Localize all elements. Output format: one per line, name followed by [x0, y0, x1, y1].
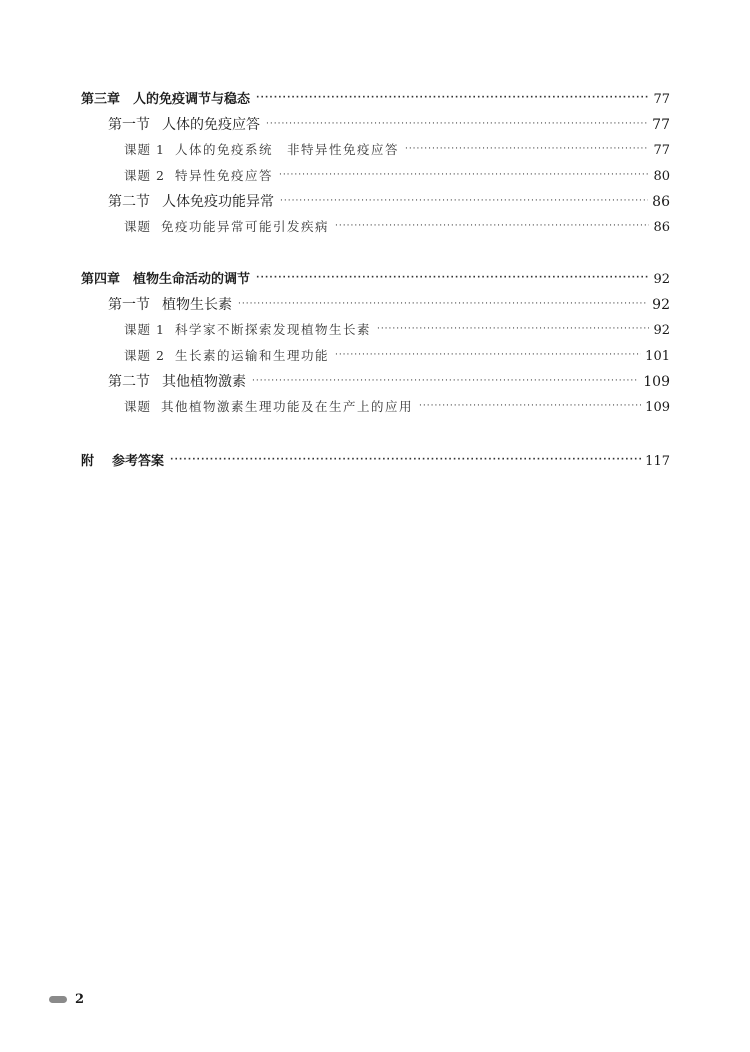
- section-heading: [108, 114, 260, 134]
- section-heading: [108, 191, 274, 211]
- dot-leader: [377, 324, 650, 334]
- section-title: 人体免疫功能异常: [162, 194, 274, 210]
- page-number: 92: [653, 272, 670, 287]
- dot-leader: [279, 170, 650, 180]
- dot-leader: [280, 196, 648, 206]
- page-number: 109: [645, 400, 670, 415]
- toc-lesson[interactable]: [124, 320, 670, 338]
- dot-leader: [266, 119, 648, 129]
- dot-leader: [170, 455, 641, 465]
- dot-leader: [256, 273, 649, 283]
- page-number: 80: [653, 169, 670, 184]
- toc-chapter-4[interactable]: [81, 268, 670, 287]
- dot-leader: [405, 144, 650, 154]
- appendix-title: 参考答案: [112, 454, 165, 469]
- chapter-number: 第三章: [81, 92, 121, 107]
- appendix-number: 附: [81, 454, 95, 469]
- page-number: 77: [653, 92, 670, 107]
- appendix-heading: [81, 450, 164, 469]
- lesson-title: 其他植物激素生理功能及在生产上的应用: [161, 399, 414, 414]
- lesson-title: 科学家不断探索发现植物生长素: [174, 322, 371, 337]
- section-title: 植物生长素: [162, 297, 232, 313]
- chapter-title: 植物生命活动的调节: [133, 272, 251, 287]
- dot-leader: [335, 221, 649, 231]
- toc-lesson[interactable]: [124, 397, 670, 415]
- page-number: 101: [645, 349, 670, 364]
- lesson-number: 课题 1: [124, 142, 165, 157]
- lesson-number: 课题: [124, 399, 152, 414]
- chapter-title: 人的免疫调节与稳态: [133, 92, 251, 107]
- footer-page-number: 2: [75, 992, 85, 1007]
- section-number: 第一节: [108, 117, 150, 133]
- dot-leader: [252, 376, 639, 386]
- toc-chapter-3[interactable]: [81, 88, 670, 107]
- section-number: 第二节: [108, 374, 150, 390]
- page-number: 109: [643, 374, 670, 390]
- page-number: 92: [652, 297, 670, 313]
- page-number: 86: [653, 220, 670, 235]
- lesson-heading: [124, 346, 329, 364]
- section-title: 人体的免疫应答: [162, 117, 260, 133]
- chapter-heading: [81, 88, 250, 107]
- dot-leader: [335, 350, 641, 360]
- toc-section[interactable]: [108, 191, 670, 211]
- page-tab-marker: [49, 996, 67, 1003]
- lesson-heading: [124, 320, 371, 338]
- section-title: 其他植物激素: [162, 374, 246, 390]
- lesson-number: 课题 1: [124, 322, 165, 337]
- toc-section[interactable]: [108, 294, 670, 314]
- page-number: 117: [645, 454, 670, 469]
- toc-lesson[interactable]: [124, 217, 670, 235]
- lesson-title: 生长素的运输和生理功能: [174, 348, 329, 363]
- section-number: 第二节: [108, 194, 150, 210]
- lesson-heading: [124, 140, 399, 158]
- page-footer: [49, 992, 84, 1007]
- chapter-number: 第四章: [81, 272, 121, 287]
- toc-section[interactable]: [108, 371, 670, 391]
- lesson-heading: [124, 397, 413, 415]
- lesson-number: 课题: [124, 219, 152, 234]
- toc-section[interactable]: [108, 114, 670, 134]
- section-heading: [108, 294, 232, 314]
- toc-lesson[interactable]: [124, 346, 670, 364]
- section-number: 第一节: [108, 297, 150, 313]
- page-number: 86: [652, 194, 670, 210]
- dot-leader: [256, 93, 649, 103]
- lesson-number: 课题 2: [124, 168, 165, 183]
- dot-leader: [238, 299, 648, 309]
- page-number: 77: [653, 143, 670, 158]
- lesson-heading: [124, 217, 329, 235]
- toc-lesson[interactable]: [124, 140, 670, 158]
- lesson-title: 特异性免疫应答: [174, 168, 273, 183]
- dot-leader: [419, 401, 641, 411]
- lesson-heading: [124, 166, 273, 184]
- lesson-number: 课题 2: [124, 348, 165, 363]
- lesson-title: 人体的免疫系统 非特异性免疫应答: [174, 142, 399, 157]
- section-heading: [108, 371, 246, 391]
- chapter-heading: [81, 268, 250, 287]
- page-number: 92: [653, 323, 670, 338]
- toc-appendix[interactable]: [81, 450, 670, 469]
- page-number: 77: [652, 117, 670, 133]
- lesson-title: 免疫功能异常可能引发疾病: [161, 219, 330, 234]
- toc-lesson[interactable]: [124, 166, 670, 184]
